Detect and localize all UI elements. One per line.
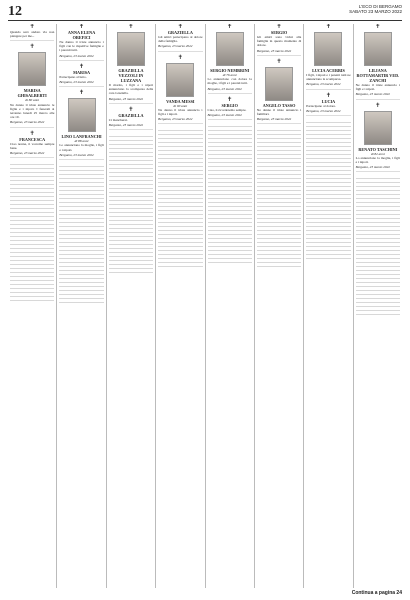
age-line: di 90 anni xyxy=(173,103,188,108)
death-notice xyxy=(306,24,350,90)
place-date: Bergamo, 23 marzo 2022 xyxy=(10,151,45,156)
deceased-name: GRAZIELLA xyxy=(167,30,193,35)
notice-text: Ne danno il triste annuncio i figli e i nipoti. xyxy=(355,83,400,92)
death-notice xyxy=(10,44,54,127)
death-notice xyxy=(59,64,103,87)
notice-text: Gli amici partecipano al dolore della famiglia. xyxy=(158,35,203,44)
notice-column xyxy=(57,24,106,588)
cross-icon: ✝ xyxy=(375,102,381,109)
place-date: Bergamo, 23 marzo 2022 xyxy=(306,108,341,113)
notice-column xyxy=(354,24,402,588)
portrait-photo xyxy=(364,32,392,66)
notice-text: Il marito, i figli e i nipoti annunciano la scomparsa della cara Graziella. xyxy=(108,83,154,96)
place-date: Bergamo, 23 marzo 2022 xyxy=(59,80,94,85)
notice-text: Ne danno il triste annuncio i figli e i nipoti. xyxy=(158,107,203,117)
notice-column xyxy=(206,24,255,588)
notice-text: Lo annunciano con dolore la moglie, i figli e i parenti tutti. xyxy=(207,77,252,86)
deceased-name: ANGELO TASSO xyxy=(262,102,296,108)
place-date: Bergamo, 23 marzo 2022 xyxy=(256,117,292,122)
notice-text: Partecipano al lutto. xyxy=(59,74,87,79)
death-notice xyxy=(208,97,252,120)
death-notice xyxy=(158,55,202,125)
notice-text: Ciao nonna, ti vorremo sempre bene. xyxy=(10,141,55,150)
cross-icon: ✝ xyxy=(79,90,85,97)
deceased-name: MARISA GHISALBERTI xyxy=(17,88,47,99)
death-notice xyxy=(356,103,400,173)
text-block xyxy=(208,123,252,263)
deceased-name: SERGIO xyxy=(221,102,238,108)
deceased-name: VANDA MESSI xyxy=(166,98,195,104)
place-date: Bergamo, 23 marzo 2022 xyxy=(207,86,242,91)
notice-column xyxy=(304,24,353,588)
deceased-name: SERGIO xyxy=(270,30,288,35)
place-date: Bergamo, 23 marzo 2022 xyxy=(355,92,390,97)
death-notice xyxy=(306,93,350,116)
place-date: Bergamo, 23 marzo 2022 xyxy=(10,120,45,125)
notice-text: Lo annunciano la moglie, i figli e i nipoti. xyxy=(355,155,400,165)
death-notice xyxy=(208,24,252,94)
cross-icon: ✝ xyxy=(227,24,233,30)
death-notice xyxy=(257,24,301,56)
place-date: Bergamo, 23 marzo 2022 xyxy=(306,82,341,87)
cross-icon: ✝ xyxy=(177,54,183,61)
deceased-name: ANNA ELENA OREFICI xyxy=(67,30,96,40)
notice-text: Gli amici sono vicini alla famiglia in questo momento di dolore. xyxy=(256,35,302,48)
death-notice xyxy=(356,24,400,100)
age-line: di 82 anni xyxy=(370,151,385,156)
age-line: di 80 anni xyxy=(25,98,40,103)
notice-text: Quando sarò andato via non piangere per me... xyxy=(10,30,55,39)
deceased-name: MARISA xyxy=(73,69,91,75)
notice-text: I figli, i nipoti e i parenti tutti ne annunciano la scomparsa. xyxy=(306,73,351,82)
text-block xyxy=(306,119,350,259)
continue-note: Continua a pagina 24 xyxy=(351,590,402,596)
newspaper-masthead xyxy=(349,4,402,14)
place-date: Bergamo, 23 marzo 2022 xyxy=(108,123,144,128)
place-date: Bergamo, 23 marzo 2022 xyxy=(59,152,94,157)
portrait-photo xyxy=(117,32,145,66)
notice-text: Ne danno il triste annuncio i familiari. xyxy=(256,107,302,117)
cross-icon: ✝ xyxy=(29,24,35,30)
place-date: Bergamo, 23 marzo 2022 xyxy=(59,53,94,58)
portrait-photo xyxy=(364,111,392,145)
cross-icon: ✝ xyxy=(325,24,331,30)
text-block xyxy=(158,127,202,267)
notice-text: Ci mancherai. xyxy=(108,117,128,122)
text-block xyxy=(10,161,54,301)
cross-icon: ✝ xyxy=(128,106,134,113)
death-notice xyxy=(109,107,153,130)
portrait-photo xyxy=(265,67,293,101)
notice-text: Ne danno il triste annuncio i figli con le rispettive famiglie e i parenti tutti. xyxy=(59,40,104,53)
cross-icon: ✝ xyxy=(29,44,35,51)
death-notice xyxy=(158,24,202,52)
deceased-name: SERGIO NEMBRINI xyxy=(210,68,250,73)
page-header xyxy=(8,4,402,21)
place-date: Bergamo, 23 marzo 2022 xyxy=(108,96,144,101)
place-date: Bergamo, 23 marzo 2022 xyxy=(207,113,242,118)
portrait-photo xyxy=(216,32,244,66)
death-notice xyxy=(257,59,301,125)
deceased-name: RENATO TASCHINI xyxy=(358,146,398,152)
page-number: 12 xyxy=(8,4,22,19)
death-notice xyxy=(10,131,54,159)
notice-text: Ne danno il triste annuncio le figlie e i nipoti. I funerali si terranno lunedì 25 marzo alle ore 10. xyxy=(10,102,55,120)
place-date: Bergamo, 23 marzo 2022 xyxy=(355,165,390,170)
notice-columns xyxy=(8,24,402,588)
place-date: Bergamo, 23 marzo 2022 xyxy=(158,117,193,122)
text-block xyxy=(59,163,103,303)
cross-icon: ✝ xyxy=(227,96,233,103)
cross-icon: ✝ xyxy=(325,92,331,99)
death-notice xyxy=(59,24,103,61)
age-line: di 76 anni xyxy=(222,73,237,77)
place-date: Bergamo, 23 marzo 2022 xyxy=(256,48,292,53)
text-block xyxy=(356,175,400,315)
cross-icon: ✝ xyxy=(375,24,381,30)
death-notice xyxy=(109,24,153,104)
cross-icon: ✝ xyxy=(79,63,85,70)
deceased-name: LINO LANFRANCHI xyxy=(61,134,102,140)
age-line: di 88 anni xyxy=(74,139,89,144)
death-notice xyxy=(59,90,103,160)
cross-icon: ✝ xyxy=(276,24,282,30)
cross-icon: ✝ xyxy=(79,24,85,30)
deceased-name: GRAZIELLA xyxy=(118,112,144,118)
notice-column xyxy=(156,24,205,588)
cross-icon: ✝ xyxy=(276,58,282,65)
notice-column xyxy=(255,24,304,588)
place-date: Bergamo, 23 marzo 2022 xyxy=(158,44,193,49)
cross-icon: ✝ xyxy=(128,24,134,30)
notice-text: Partecipano al dolore. xyxy=(306,103,336,108)
portrait-photo xyxy=(314,32,342,66)
notice-column xyxy=(8,24,57,588)
deceased-name: LILIANA ROTTAMARTIR VED. ZANCHI xyxy=(356,68,400,83)
portrait-photo xyxy=(68,98,96,132)
deceased-name: LUCIA ACERBIS xyxy=(312,68,345,73)
deceased-name: GRAZIELLA VEZZOLI IN LUZZANA xyxy=(118,68,144,83)
deceased-name: LUCIA xyxy=(321,98,336,104)
text-block xyxy=(257,127,301,267)
portrait-photo xyxy=(166,63,194,97)
cross-icon: ✝ xyxy=(29,130,35,137)
issue-date: SABATO 23 MARZO 2022 xyxy=(349,9,402,14)
death-notice xyxy=(10,24,54,41)
notice-text: Ciao, ti ricorderemo sempre. xyxy=(207,107,247,112)
portrait-photo xyxy=(18,52,46,86)
notice-text: Lo annunciano la moglie, i figli e i nipoti. xyxy=(59,143,104,152)
deceased-name: FRANCESCA xyxy=(19,136,46,142)
cross-icon: ✝ xyxy=(177,24,183,30)
paper-name: L'ECO DI BERGAMO xyxy=(358,4,402,9)
text-block xyxy=(109,133,153,273)
notice-column xyxy=(107,24,156,588)
